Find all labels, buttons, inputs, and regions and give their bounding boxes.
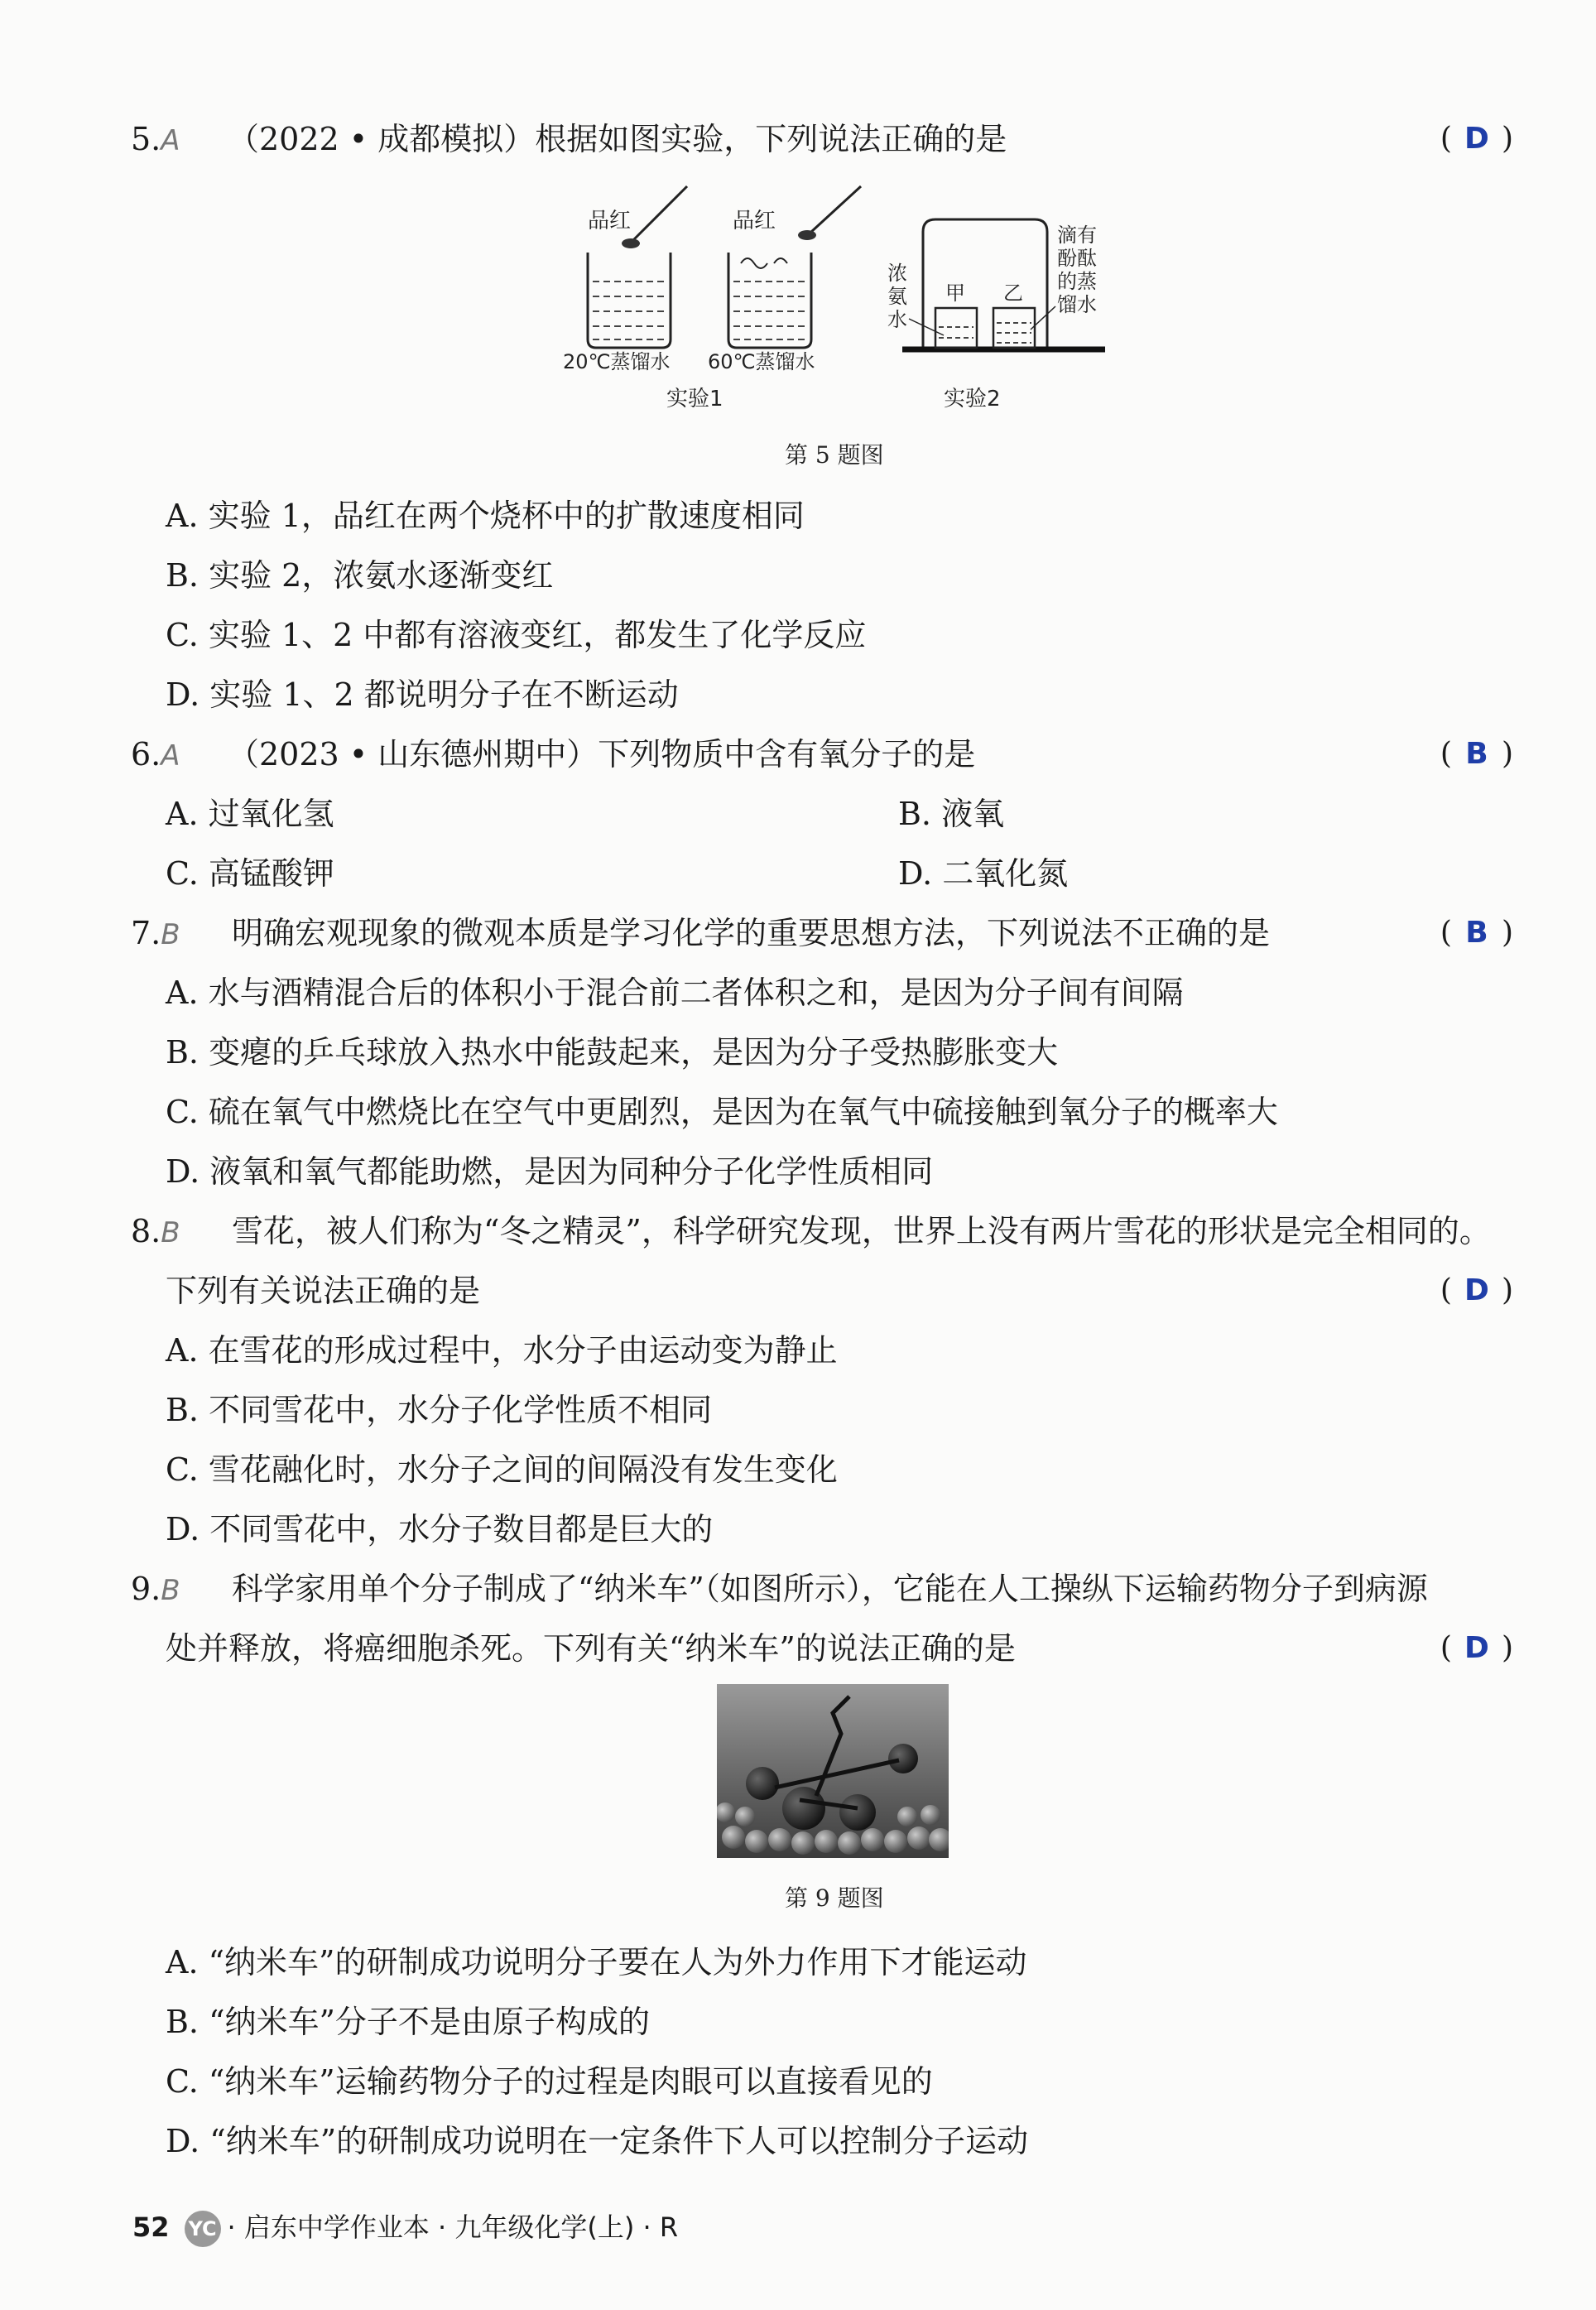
q7-answer-bracket: ( B ) [1440,912,1513,954]
beaker2-label: 60℃蒸馏水 [708,350,815,373]
q5-level: A [161,124,180,157]
pinhong-label-2: 品红 [733,209,776,233]
q8-option-c: C. 雪花融化时，水分子之间的间隔没有发生变化 [166,1451,838,1488]
q6-answer-bracket: ( B ) [1440,734,1513,775]
page-footer [132,2207,678,2248]
q6-level: A [161,739,180,772]
q5-stem: （2022 • 成都模拟）根据如图实验，下列说法正确的是 [228,121,1007,157]
q5-figure [455,174,1134,431]
phenol-label-1: 滴有 [1057,224,1097,247]
q7-stem: 明确宏观现象的微观本质是学习化学的重要思想方法，下列说法不正确的是 [232,915,1271,951]
nh3-label-3: 水 [887,308,907,331]
q8-stem: 雪花，被人们称为“冬之精灵”，科学研究发现，世界上没有两片雪花的形状是完全相同的。 [232,1213,1491,1249]
q8-option-a: A. 在雪花的形成过程中，水分子由运动变为静止 [166,1332,838,1369]
q9-answer: D [1464,1631,1489,1665]
q6-number: 6. [131,736,161,772]
q6-option-a: A. 过氧化氢 [166,796,334,832]
q7-option-d: D. 液氧和氧气都能助燃，是因为同种分子化学性质相同 [166,1153,934,1190]
q6-option-d: D. 二氧化氮 [898,855,1069,892]
q5-caption: 第 5 题图 [785,441,884,469]
book-title: · 启东中学作业本 · 九年级化学(上) · R [227,2211,679,2243]
q5-option-c: C. 实验 1、2 中都有溶液变红，都发生了化学反应 [166,617,867,653]
q5-number: 5. [131,121,161,157]
phenol-label-3: 的蒸 [1057,270,1097,293]
yi-label: 乙 [1003,282,1023,305]
q7-answer: B [1465,916,1488,950]
q5-option-a: A. 实验 1，品红在两个烧杯中的扩散速度相同 [166,498,805,534]
nh3-label-1: 浓 [887,262,907,285]
q9-option-d: D. “纳米车”的研制成功说明在一定条件下人可以控制分子运动 [166,2123,1029,2159]
exp2-label: 实验2 [944,387,1001,411]
q9-option-c: C. “纳米车”运输药物分子的过程是肉眼可以直接看见的 [166,2063,933,2100]
exp1-label: 实验1 [666,387,723,411]
q6-option-c: C. 高锰酸钾 [166,855,334,892]
q7-level: B [161,918,180,951]
q6-option-b: B. 液氧 [898,796,1005,832]
nh3-label-2: 氨 [887,285,907,308]
q5-option-b: B. 实验 2，浓氨水逐渐变红 [166,557,554,594]
q7-option-b: B. 变瘪的乒乓球放入热水中能鼓起来，是因为分子受热膨胀变大 [166,1034,1059,1071]
q9-caption: 第 9 题图 [785,1884,884,1912]
q5-answer: D [1464,122,1489,156]
q9-answer-bracket: ( D ) [1440,1628,1513,1669]
q9-option-b: B. “纳米车”分子不是由原子构成的 [166,2004,650,2040]
q6-stem: （2023 • 山东德州期中）下列物质中含有氧分子的是 [228,736,976,772]
jia-label: 甲 [945,282,965,305]
q9-number: 9. [131,1571,161,1607]
q7-number: 7. [131,915,161,951]
q8-header [131,1210,180,1254]
nanocar-image [717,1684,949,1858]
pinhong-label-1: 品红 [588,209,632,233]
q5-option-d: D. 实验 1、2 都说明分子在不断运动 [166,676,679,713]
q8-option-d: D. 不同雪花中，水分子数目都是巨大的 [166,1511,714,1547]
q9-level: B [161,1574,180,1607]
q7-option-a: A. 水与酒精混合后的体积小于混合前二者体积之和，是因为分子间有间隔 [166,975,1184,1011]
q8-level: B [161,1216,180,1249]
phenol-label-2: 酚酞 [1057,247,1097,270]
page-number: 52 [132,2211,170,2243]
q5-header [131,118,180,161]
beaker1-label: 20℃蒸馏水 [563,350,671,373]
q8-option-b: B. 不同雪花中，水分子化学性质不相同 [166,1392,713,1428]
q9-stem-2: 处并释放，将癌细胞杀死。下列有关“纳米车”的说法正确的是 [166,1630,1016,1667]
q9-header [131,1568,180,1611]
q8-answer-bracket: ( D ) [1440,1270,1513,1311]
q8-number: 8. [131,1213,161,1249]
q7-option-c: C. 硫在氧气中燃烧比在空气中更剧烈，是因为在氧气中硫接触到氧分子的概率大 [166,1094,1278,1130]
q5-answer-bracket: ( D ) [1440,118,1513,160]
phenol-label-4: 馏水 [1057,293,1097,316]
q8-stem-2: 下列有关说法正确的是 [166,1273,481,1309]
q6-header [131,734,180,777]
q8-answer: D [1464,1273,1489,1307]
q9-stem: 科学家用单个分子制成了“纳米车”（如图所示），它能在人工操纵下运输药物分子到病源 [232,1571,1428,1607]
q9-option-a: A. “纳米车”的研制成功说明分子要在人为外力作用下才能运动 [166,1944,1027,1980]
q7-header [131,912,180,955]
yc-logo-icon: YC [185,2211,221,2247]
q6-answer: B [1465,737,1488,771]
